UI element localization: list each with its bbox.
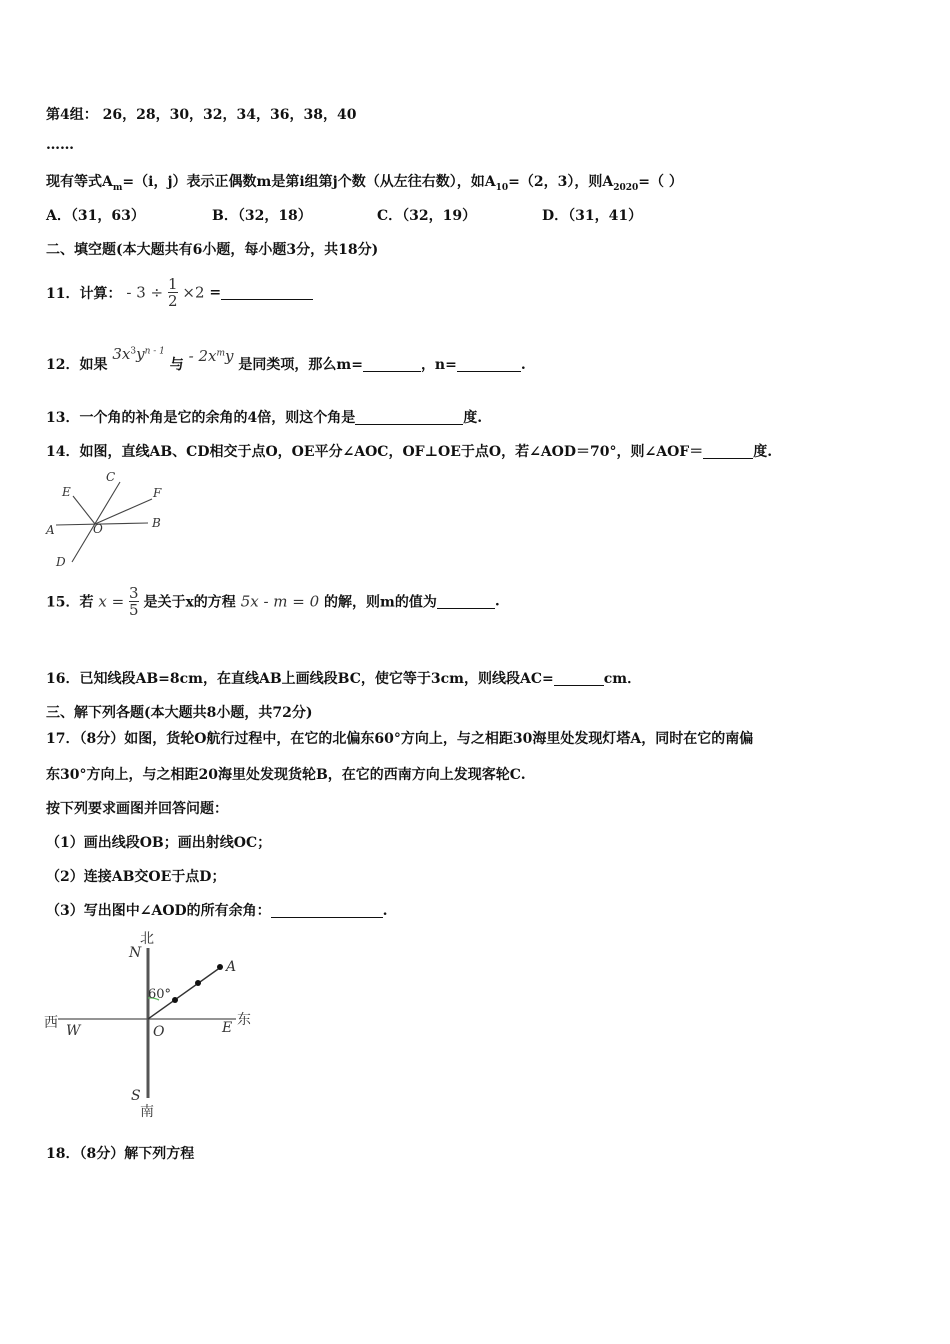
q12-tail2: ，n= [420,357,457,373]
angle-60-label: 60° [148,987,172,1002]
q14-answer-blank[interactable] [703,444,753,459]
q15-answer-blank[interactable] [437,594,495,609]
q11-expr-a: - 3 ÷ [126,283,164,302]
q10-stem [46,171,683,193]
point-1 [172,997,178,1003]
ray-oe [73,496,95,524]
ellipsis: …… [46,137,74,153]
q11-equals: = [209,284,222,301]
q10-option-d: D．（31，41） [542,208,643,224]
label-w: W [66,1023,81,1039]
label-b: B [152,516,161,530]
q16-end: cm． [603,671,642,687]
label-a: A [226,959,237,975]
q12-n-blank[interactable] [457,357,521,372]
q17-part3-end: . [382,903,388,919]
q14-figure [40,466,180,574]
q17-part3 [46,900,388,920]
group4-line: 第4组： 26，28，30，32，34，36，38，40 [46,107,357,123]
q14 [46,441,772,461]
q12-y1: y [136,345,145,363]
q12-y2: y [225,347,234,365]
q16-answer-blank[interactable] [554,671,604,686]
q10-option-b: B．（32，18） [212,208,312,224]
q14-end: 度. [753,444,773,460]
q10-stem-d: =（ ） [638,174,683,190]
q12-exp2: n - 1 [144,346,165,357]
q10-sub-2020: 2020 [613,182,639,193]
label-o: O [93,522,103,536]
q13-answer-blank[interactable] [355,410,463,425]
q11-fraction [168,276,178,309]
q17-line1: 17．（8分）如图，货轮O航行过程中，在它的北偏东60°方向上，与之相距30海里处发现灯塔A，同时在它的南偏 [46,731,754,747]
q12 [46,345,526,374]
q15-fraction [129,585,139,618]
point-2 [195,980,201,986]
q12-term1: 3x [112,345,131,363]
q12-tail: 是同类项，那么m= [238,357,363,373]
q13 [46,407,482,427]
q10-option-c: C．（32，19） [377,208,477,224]
q10-stem-c: =（2，3），则A [508,174,614,190]
point-a [217,964,223,970]
label-e: E [222,1020,233,1036]
q17-part1: （1）画出线段OB；画出射线OC； [46,835,272,851]
q12-end: . [520,357,526,373]
q17-part3-text: （3）写出图中∠AOD的所有余角： [46,903,271,919]
q15-label: 15．若 [46,594,94,611]
east-cn-label: 东 [237,1012,251,1028]
q14-text: 14．如图，直线AB、CD相交于点O，OE平分∠AOC，OF⊥OE于点O，若∠AOD＝70°，则∠AOF＝ [46,444,704,460]
q11-denominator: 2 [167,292,178,310]
label-e: E [62,485,71,499]
q11 [46,276,313,309]
q15-equation: 5x - m = 0 [240,592,320,611]
q10-stem-b: =（i，j）表示正偶数m是第i组第j个数（从左往右数），如A [122,174,496,190]
q13-text: 13．一个角的补角是它的余角的4倍，则这个角是 [46,410,356,426]
q17-part2: （2）连接AB交OE于点D； [46,869,226,885]
q11-label: 11．计算： [46,285,122,302]
q17-compass-figure [40,926,280,1122]
q12-term2: - 2x [188,347,217,365]
q12-exp1: 3 [130,346,137,357]
q15-tail: 的解，则m的值为 [324,594,437,611]
q16 [46,668,641,688]
q12-m-blank[interactable] [363,357,421,372]
section-3-heading: 三、解下列各题(本大题共8小题，共72分) [46,705,313,721]
ray-of [95,499,152,524]
q10-stem-a: 现有等式A [46,174,113,190]
q11-numerator: 1 [167,275,178,293]
label-d: D [56,555,66,569]
label-a: A [46,523,55,537]
q15-x: x = [98,592,125,611]
q17-instruction: 按下列要求画图并回答问题： [46,801,228,817]
q12-exp3: m [216,348,226,359]
q15-numerator: 3 [129,584,139,602]
q17-line2: 东30°方向上，与之相距20海里处发现货轮B，在它的西南方向上发现客轮C. [46,767,526,783]
north-cn-label: 北 [140,931,154,947]
q15-mid: 是关于x的方程 [143,594,236,611]
q10-option-a: A．（31，63） [46,208,145,224]
q11-answer-blank[interactable] [221,285,313,300]
q10-sub-m: m [112,182,123,193]
section-2-heading: 二、填空题(本大题共有6小题，每小题3分，共18分) [46,242,379,258]
label-o: O [153,1024,165,1040]
label-c: C [106,470,116,484]
q17-part3-blank[interactable] [271,903,383,918]
label-s: S [131,1088,141,1104]
label-n: N [129,945,142,961]
q15 [46,585,500,618]
q18: 18．（8分）解下列方程 [46,1146,195,1162]
q11-expr-b: ×2 [182,283,205,302]
label-f: F [153,486,162,500]
q12-mid: 与 [169,357,184,373]
q15-end: . [494,593,500,610]
q10-sub-10: 10 [495,182,509,193]
west-cn-label: 西 [44,1015,58,1031]
q16-text: 16．已知线段AB=8cm，在直线AB上画线段BC，使它等于3cm，则线段AC= [46,671,554,687]
q15-denominator: 5 [129,601,139,619]
q12-label: 12．如果 [46,357,108,373]
south-cn-label: 南 [140,1104,154,1120]
q13-end: 度. [463,410,483,426]
